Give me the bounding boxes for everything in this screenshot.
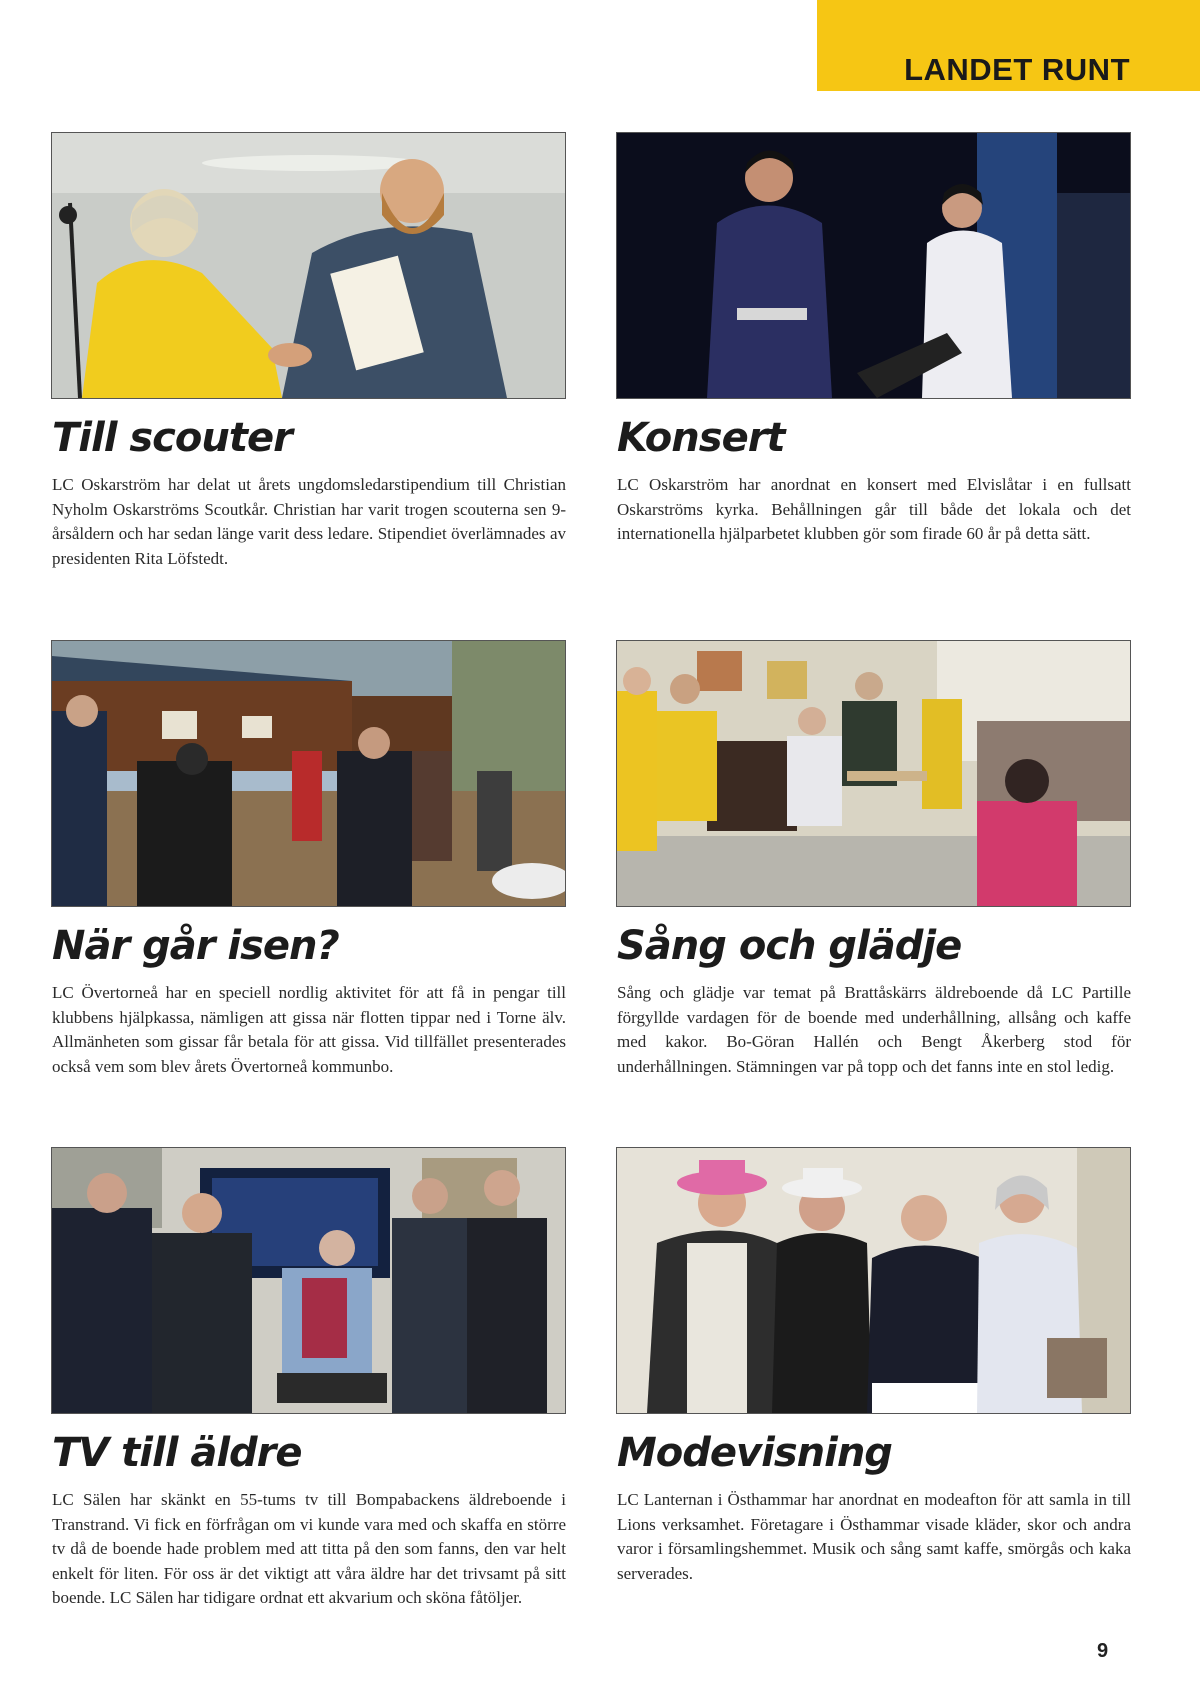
headline: Sång och glädje	[617, 923, 962, 969]
photo-concert	[616, 132, 1131, 399]
headline: TV till äldre	[52, 1430, 302, 1476]
section-label: LANDET RUNT	[904, 52, 1130, 87]
article-body: LC Lanternan i Östhammar har anordnat en modeafton för att samla in till Lions verksamhet. Företagare i Östhammar visade kläder, skor och andra varor i församlingshemmet. Musik och sång samt kaffe, smörgås och kaka serverades.	[617, 1490, 1131, 1583]
photo-tv-group	[51, 1147, 566, 1414]
headline: Konsert	[617, 415, 785, 461]
article-body: LC Oskarström har anordnat en konsert med Elvislåtar i en fullsatt Oskarströms kyrka. Behållningen går till både det lokala och det internationella hjälparbetet klubben gör som firade 60 år på detta sätt.	[617, 475, 1131, 543]
photo-crowd-cabin	[51, 640, 566, 907]
article-konsert	[616, 132, 1131, 547]
article-modevisning	[616, 1147, 1131, 1586]
article-body: Sång och glädje var temat på Brattåskärrs äldreboende då LC Partille förgyllde vardagen för de boende med underhållning, allsång och kaffe med kakor. Bo-Göran Hallén och Bengt Åkerberg stod för underhållningen. Stämningen var på topp och det fanns inte en stol ledig.	[617, 983, 1131, 1076]
photo-fashion-show	[616, 1147, 1131, 1414]
photo-music-hall	[616, 640, 1131, 907]
article-nar-gar-isen	[51, 640, 566, 1079]
article-sang-och-gladje	[616, 640, 1131, 1079]
photo-handshake	[51, 132, 566, 399]
article-body: LC Oskarström har delat ut årets ungdomsledarstipendium till Christian Nyholm Oskarströms Scoutkår. Christian har varit trogen scouterna sen 9-årsåldern och har sedan länge varit dess ledare. Stipendiet överlämnades av presidenten Rita Löfstedt.	[52, 475, 566, 568]
article-body: LC Övertorneå har en speciell nordlig aktivitet för att få in pengar till klubbens hjälpkassa, nämligen att gissa när flotten tippar ned i Torne älv. Allmänheten som gissar får betala för att gissa. Vid tillfället presenterades också vem som blev årets Övertorneå kommunbo.	[52, 983, 566, 1076]
headline: När går isen?	[52, 923, 339, 969]
article-till-scouter	[51, 132, 566, 571]
headline: Modevisning	[617, 1430, 892, 1476]
page-number: 9	[1097, 1640, 1109, 1662]
article-body: LC Sälen har skänkt en 55-tums tv till Bompabackens äldreboende i Transtrand. Vi fick en förfrågan om vi kunde vara med och skaffa en större tv då de boende hade problem med att titta på den som fanns, den var helt enkelt för liten. För oss är det viktigt att våra äldre har det trivsamt på sitt boende. LC Sälen har tidigare ordnat ett akvarium och sköna fåtöljer.	[52, 1490, 566, 1607]
article-tv-till-aldre	[51, 1147, 566, 1611]
headline: Till scouter	[52, 415, 292, 461]
